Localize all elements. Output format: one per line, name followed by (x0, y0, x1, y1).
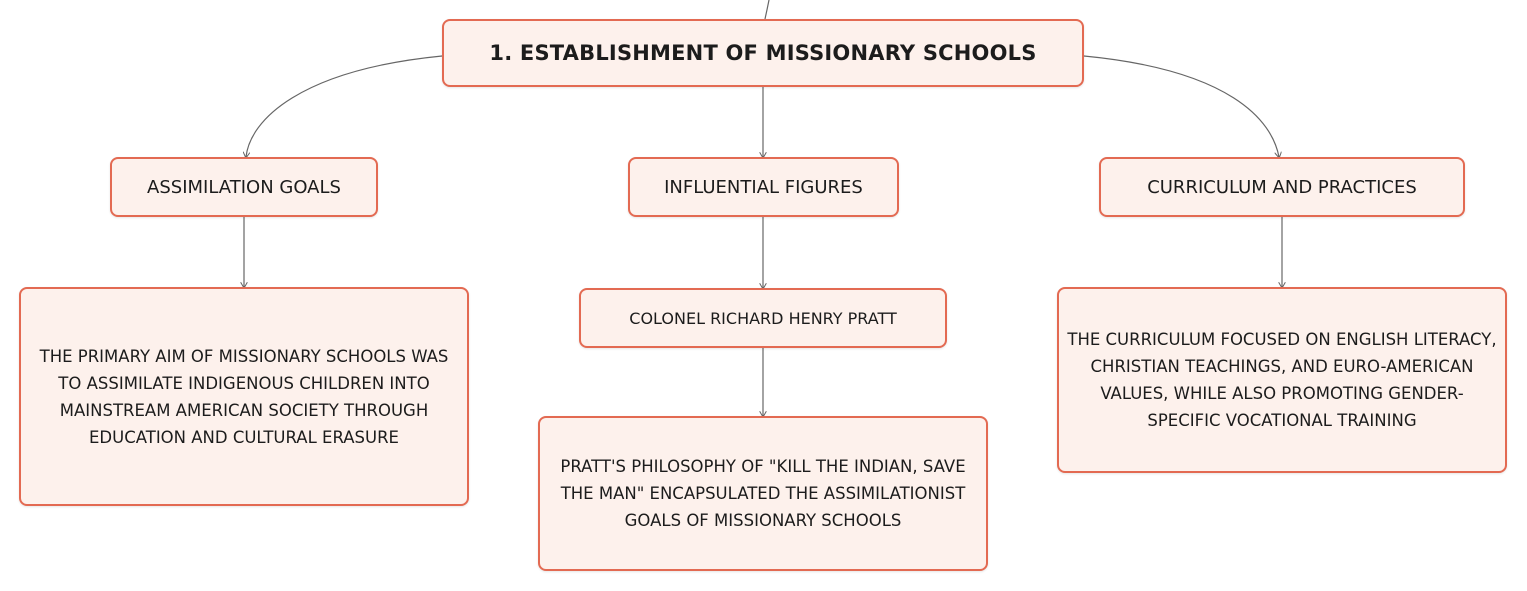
node-assimilation-goals[interactable] (110, 157, 378, 217)
connector-root-to-curriculum-and-practices (1084, 56, 1279, 157)
connector-root-to-assimilation-goals (246, 56, 442, 157)
node-assimilation-goals-detail[interactable] (19, 287, 469, 506)
root-node[interactable] (442, 19, 1084, 87)
node-pratt-philosophy-text: PRATT'S PHILOSOPHY OF "KILL THE INDIAN, SAVE THE MAN" ENCAPSULATED THE ASSIMILATIONIST GOALS OF MISSIONARY SCHOOLS (560, 457, 966, 530)
node-curriculum-detail-text: THE CURRICULUM FOCUSED ON ENGLISH LITERACY, CHRISTIAN TEACHINGS, AND EURO-AMERICAN VALUES, WHILE ALSO PROMOTING GENDER-SPECIFIC VOCATIONAL TRAINING (1067, 330, 1497, 430)
node-influential-figures-label: INFLUENTIAL FIGURES (664, 176, 863, 198)
node-curriculum-detail[interactable] (1057, 287, 1507, 473)
node-assimilation-goals-label: ASSIMILATION GOALS (147, 176, 341, 198)
node-curriculum-and-practices[interactable] (1099, 157, 1465, 217)
connector-parent-to-root (765, 0, 769, 19)
node-influential-figures[interactable] (628, 157, 899, 217)
node-curriculum-and-practices-label: CURRICULUM AND PRACTICES (1147, 176, 1417, 198)
node-colonel-richard-henry-pratt-label: COLONEL RICHARD HENRY PRATT (629, 308, 897, 328)
root-node-label: 1. ESTABLISHMENT OF MISSIONARY SCHOOLS (489, 41, 1037, 65)
node-colonel-richard-henry-pratt[interactable] (579, 288, 947, 348)
node-assimilation-goals-detail-text: THE PRIMARY AIM OF MISSIONARY SCHOOLS WAS TO ASSIMILATE INDIGENOUS CHILDREN INTO MAINSTREAM AMERICAN SOCIETY THROUGH EDUCATION AND CULTURAL ERASURE (39, 346, 449, 447)
node-pratt-philosophy[interactable] (538, 416, 988, 571)
